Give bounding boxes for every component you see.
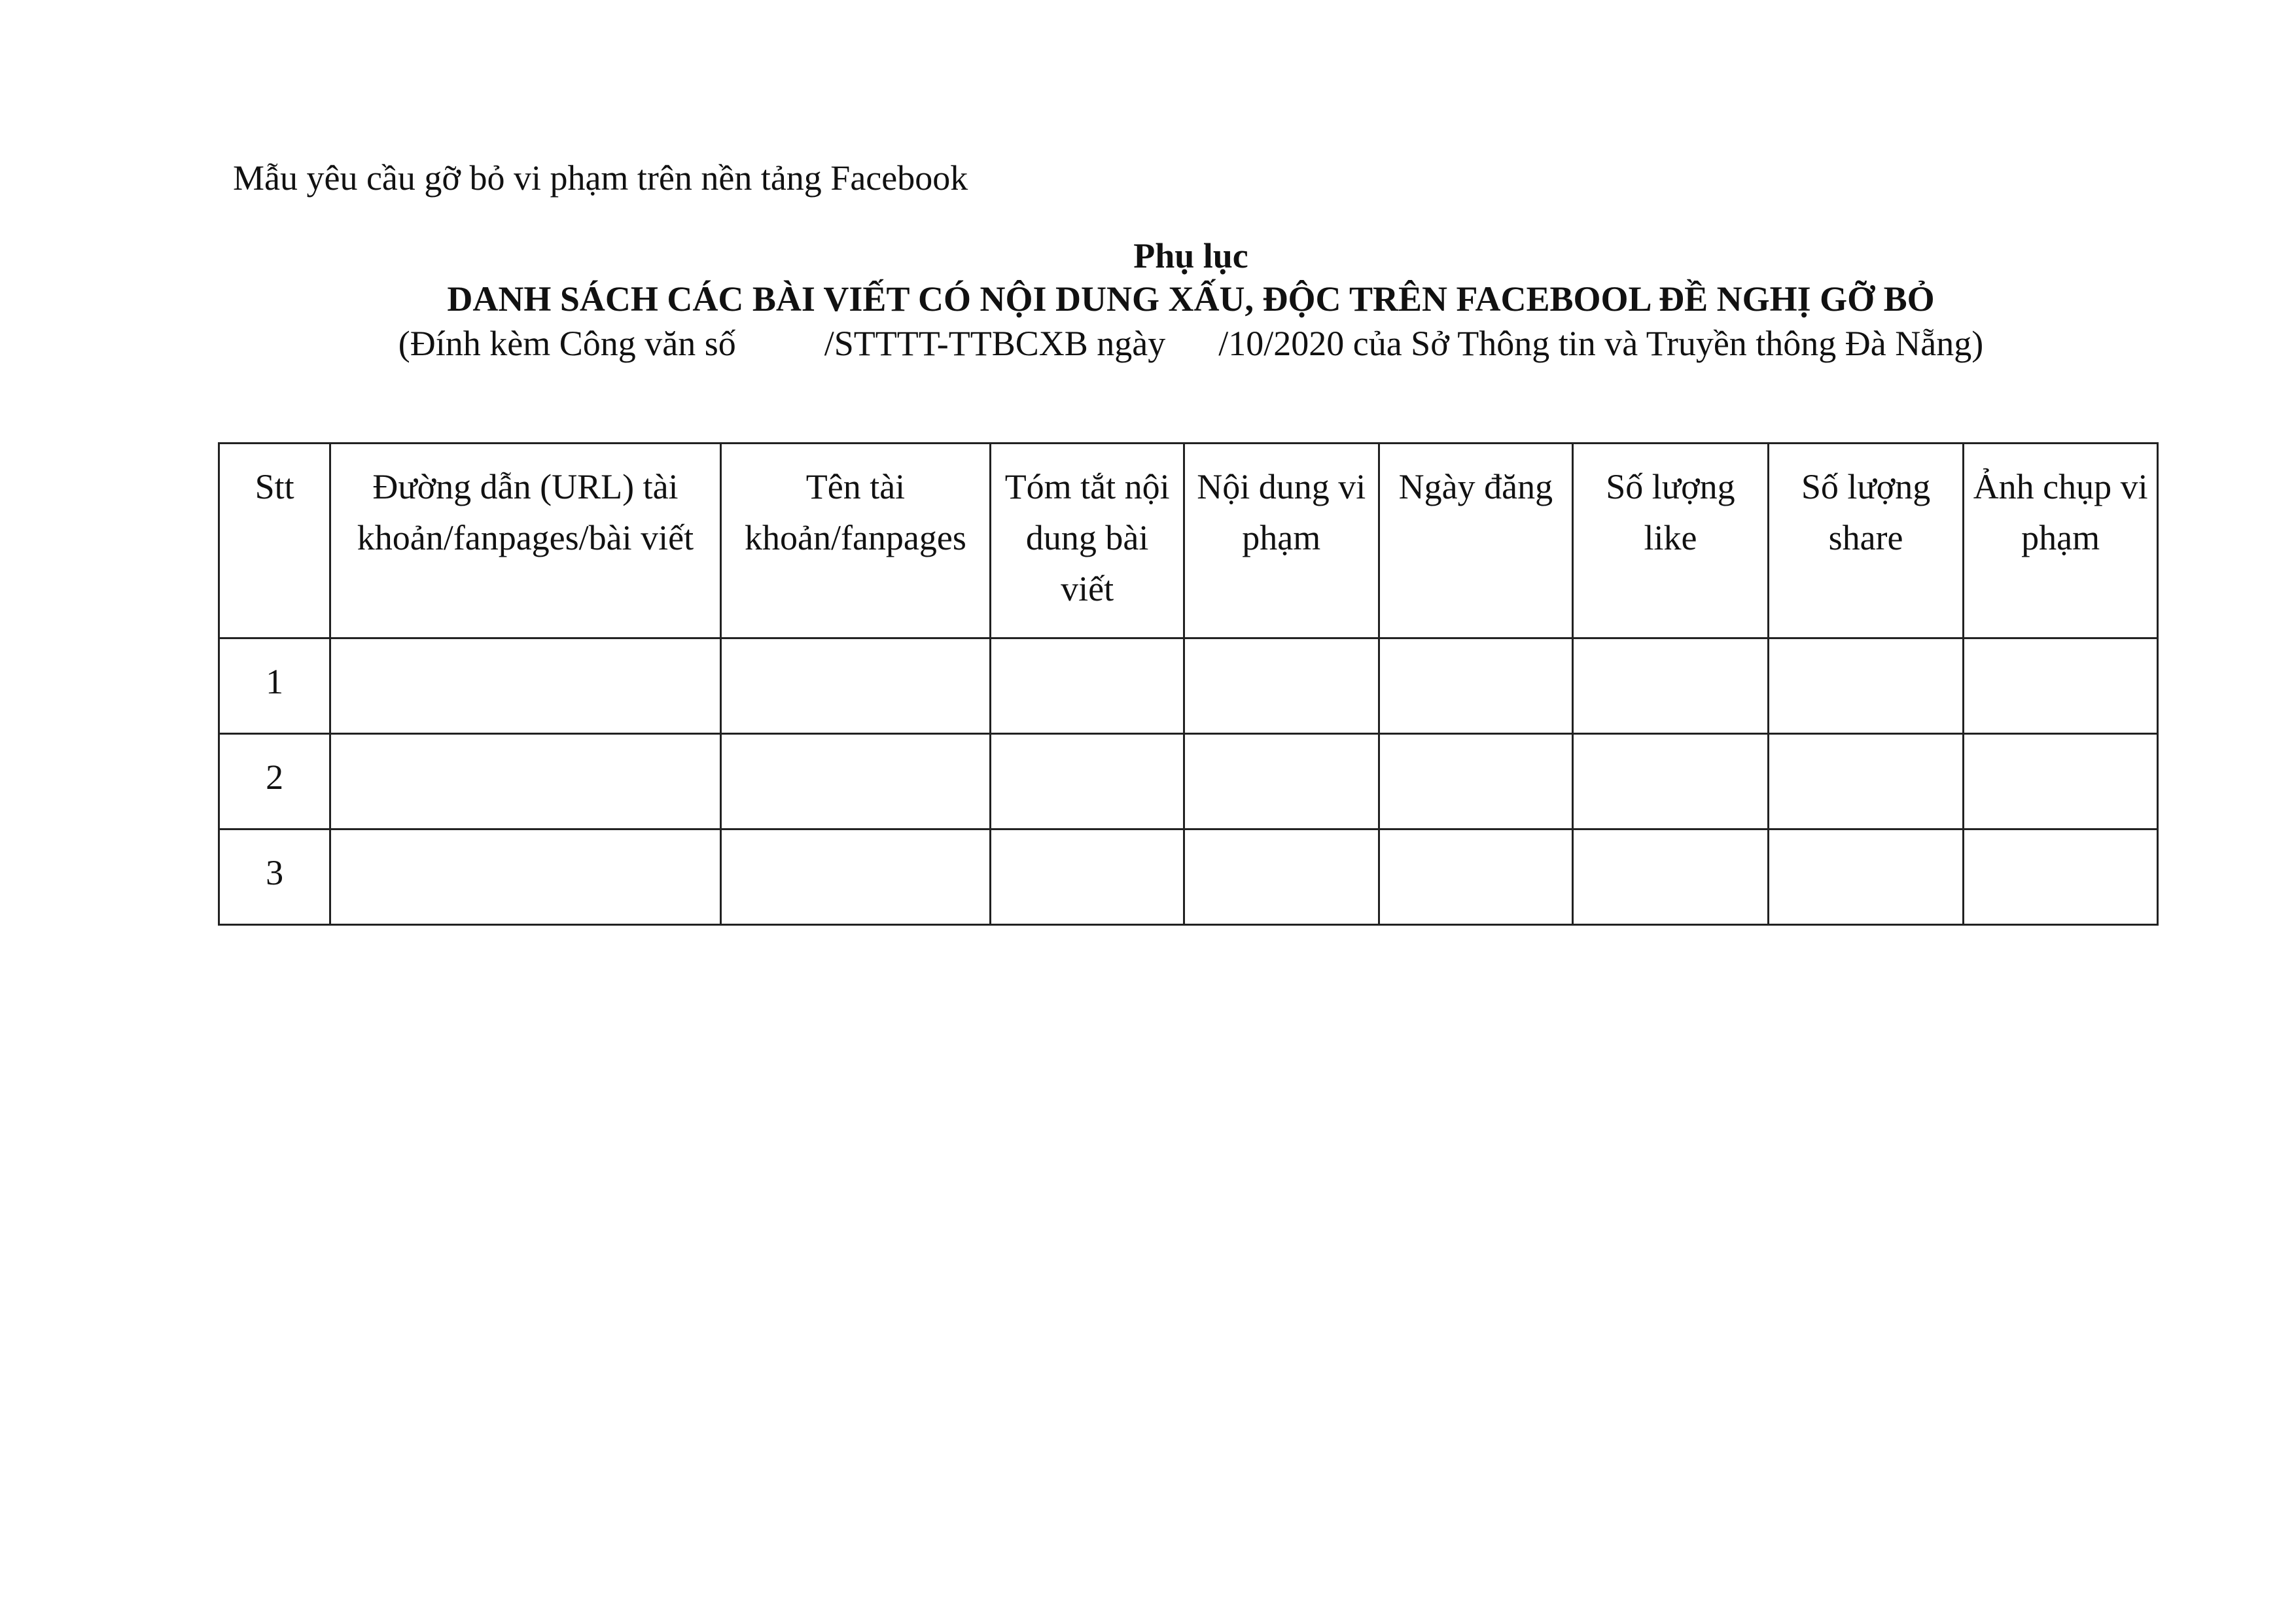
cell-summary	[991, 734, 1184, 829]
form-label: Mẫu yêu cầu gỡ bỏ vi phạm trên nền tảng Facebook	[233, 158, 968, 198]
cell-violation-content	[1184, 638, 1379, 734]
attachment-note: (Đính kèm Công văn số /STTTT-TTBCXB ngày /10/2020 của Sở Thông tin và Truyền thông Đà Nẵng)	[398, 324, 1984, 363]
header-summary: Tóm tắt nội dung bài viết	[991, 444, 1184, 638]
cell-url	[330, 638, 720, 734]
cell-post-date	[1379, 829, 1573, 925]
cell-account-name	[720, 638, 991, 734]
violations-table	[218, 442, 2159, 926]
header-post-date: Ngày đăng	[1379, 444, 1573, 638]
appendix-title: Phụ lục	[1133, 236, 1248, 275]
cell-share-count	[1768, 829, 1964, 925]
header-share-count: Số lượng share	[1768, 444, 1964, 638]
cell-share-count	[1768, 734, 1964, 829]
cell-account-name	[720, 734, 991, 829]
cell-post-date	[1379, 734, 1573, 829]
cell-screenshot	[1964, 829, 2158, 925]
cell-violation-content	[1184, 829, 1379, 925]
table-header-row	[219, 444, 2158, 638]
cell-stt: 1	[219, 638, 330, 734]
table-row	[219, 638, 2158, 734]
cell-violation-content	[1184, 734, 1379, 829]
cell-screenshot	[1964, 638, 2158, 734]
header-screenshot: Ảnh chụp vi phạm	[1964, 444, 2158, 638]
cell-post-date	[1379, 638, 1573, 734]
cell-account-name	[720, 829, 991, 925]
header-like-count: Số lượng like	[1573, 444, 1769, 638]
header-violation-content: Nội dung vi phạm	[1184, 444, 1379, 638]
table-row	[219, 829, 2158, 925]
list-title: DANH SÁCH CÁC BÀI VIẾT CÓ NỘI DUNG XẤU, ĐỘC TRÊN FACEBOOL ĐỀ NGHỊ GỠ BỎ	[447, 279, 1935, 319]
cell-like-count	[1573, 638, 1769, 734]
cell-url	[330, 734, 720, 829]
table-row	[219, 734, 2158, 829]
header-account-name: Tên tài khoản/fanpages	[720, 444, 991, 638]
cell-stt: 2	[219, 734, 330, 829]
header-stt: Stt	[219, 444, 330, 638]
cell-share-count	[1768, 638, 1964, 734]
cell-like-count	[1573, 829, 1769, 925]
cell-summary	[991, 829, 1184, 925]
cell-screenshot	[1964, 734, 2158, 829]
cell-like-count	[1573, 734, 1769, 829]
cell-stt: 3	[219, 829, 330, 925]
header-url: Đường dẫn (URL) tài khoản/fanpages/bài viết	[330, 444, 720, 638]
cell-summary	[991, 638, 1184, 734]
cell-url	[330, 829, 720, 925]
